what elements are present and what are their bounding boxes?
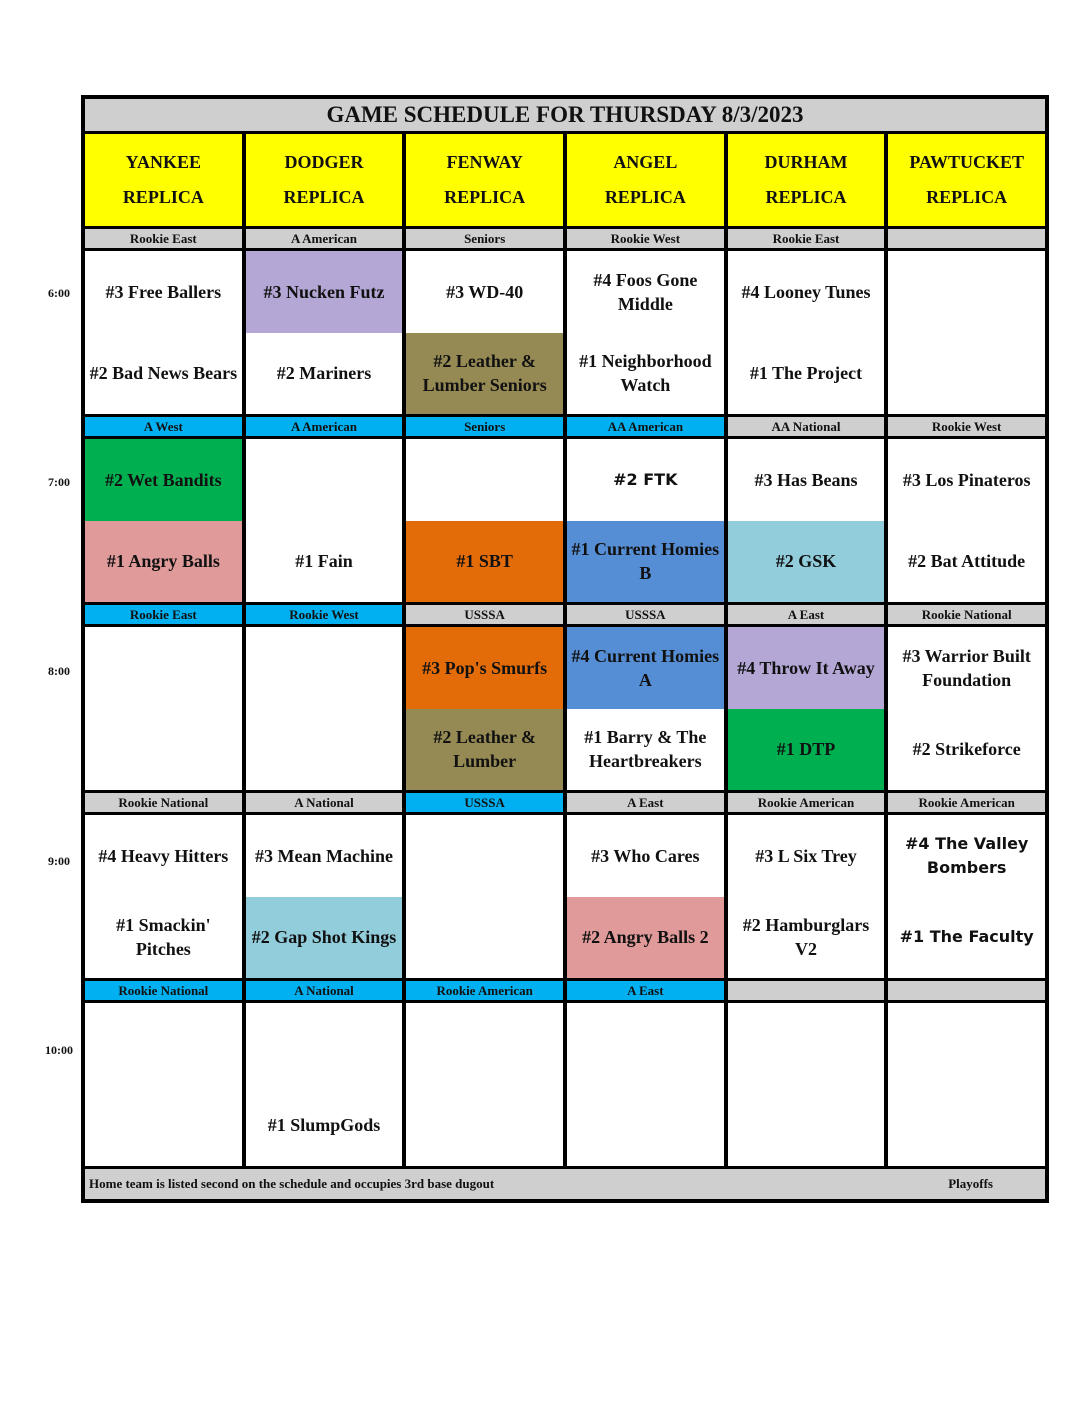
division-label: Rookie American — [728, 790, 885, 815]
away-team: #3 Mean Machine — [246, 815, 403, 897]
home-team — [728, 1085, 885, 1167]
division-label — [888, 226, 1045, 251]
home-team — [85, 709, 242, 791]
home-team: #2 Strikeforce — [888, 709, 1045, 791]
game-cell — [728, 1003, 885, 1166]
home-team: #1 SlumpGods — [246, 1085, 403, 1167]
field-header-angel — [567, 134, 724, 226]
time-label: 6:00 — [48, 286, 70, 300]
away-team — [728, 1003, 885, 1085]
division-label: Rookie National — [85, 790, 242, 815]
division-label — [728, 978, 885, 1003]
field-subtitle: REPLICA — [444, 187, 526, 207]
home-team: #1 DTP — [728, 709, 885, 791]
division-label: Seniors — [406, 414, 563, 439]
away-team — [567, 1003, 724, 1085]
away-team — [406, 815, 563, 897]
division-label: Rookie American — [406, 978, 563, 1003]
division-label: Rookie American — [888, 790, 1045, 815]
time-label: 8:00 — [48, 664, 70, 678]
home-team — [888, 333, 1045, 415]
home-team: #2 Angry Balls 2 — [567, 897, 724, 979]
field-subtitle: REPLICA — [604, 187, 686, 207]
division-label: Rookie East — [85, 602, 242, 627]
field-name: PAWTUCKET — [909, 152, 1024, 172]
game-cell — [246, 251, 403, 414]
division-row — [85, 790, 1045, 815]
away-team: #3 Free Ballers — [85, 251, 242, 333]
game-cell — [406, 627, 563, 790]
home-team — [888, 1085, 1045, 1167]
game-cell — [888, 1003, 1045, 1166]
game-cell — [888, 627, 1045, 790]
division-label: A East — [567, 790, 724, 815]
away-team — [246, 627, 403, 709]
game-cell — [406, 439, 563, 602]
division-row — [85, 978, 1045, 1003]
field-subtitle: REPLICA — [765, 187, 847, 207]
field-header-pawtucket — [888, 134, 1045, 226]
division-label: Rookie West — [246, 602, 403, 627]
away-team — [85, 627, 242, 709]
game-row — [85, 251, 1045, 414]
home-team: #2 Leather & Lumber Seniors — [406, 333, 563, 415]
game-cell — [246, 627, 403, 790]
game-row — [85, 1003, 1045, 1166]
home-team — [85, 1085, 242, 1167]
away-team — [246, 1003, 403, 1085]
division-label: A American — [246, 414, 403, 439]
game-row — [85, 815, 1045, 978]
away-team: #3 Los Pinateros — [888, 439, 1045, 521]
away-team: #3 Has Beans — [728, 439, 885, 521]
division-label: USSSA — [567, 602, 724, 627]
home-team: #1 Barry & The Heartbreakers — [567, 709, 724, 791]
schedule-title: GAME SCHEDULE FOR THURSDAY 8/3/2023 — [85, 99, 1045, 134]
game-cell — [246, 1003, 403, 1166]
game-cell — [728, 627, 885, 790]
game-cell — [567, 627, 724, 790]
home-team: #2 Hamburglars V2 — [728, 897, 885, 979]
game-cell — [567, 815, 724, 978]
field-subtitle: REPLICA — [926, 187, 1008, 207]
away-team: #2 Wet Bandits — [85, 439, 242, 521]
division-label: AA American — [567, 414, 724, 439]
field-header-yankee — [85, 134, 242, 226]
home-team: #2 GSK — [728, 521, 885, 603]
division-label: A American — [246, 226, 403, 251]
field-name: DODGER — [284, 152, 364, 172]
away-team: #3 Who Cares — [567, 815, 724, 897]
game-cell — [567, 1003, 724, 1166]
footer-bar — [85, 1166, 1045, 1199]
field-name: FENWAY — [446, 152, 523, 172]
game-cell — [246, 439, 403, 602]
field-subtitle: REPLICA — [122, 187, 204, 207]
game-cell — [888, 439, 1045, 602]
home-team: #1 Current Homies B — [567, 521, 724, 603]
field-subtitle: REPLICA — [283, 187, 365, 207]
home-team — [406, 897, 563, 979]
field-name: YANKEE — [125, 152, 201, 172]
schedule-table — [81, 95, 1049, 1203]
away-team: #2 FTK — [567, 439, 724, 521]
field-name: ANGEL — [613, 152, 678, 172]
home-team: #2 Bat Attitude — [888, 521, 1045, 603]
home-team: #1 The Faculty — [888, 897, 1045, 979]
home-team: #1 SBT — [406, 521, 563, 603]
division-label: A East — [728, 602, 885, 627]
division-row — [85, 226, 1045, 251]
home-team: #2 Gap Shot Kings — [246, 897, 403, 979]
field-name: DURHAM — [764, 152, 848, 172]
division-label: Rookie West — [567, 226, 724, 251]
game-cell — [888, 815, 1045, 978]
game-cell — [406, 1003, 563, 1166]
game-cell — [567, 251, 724, 414]
division-label: Rookie East — [85, 226, 242, 251]
game-cell — [85, 1003, 242, 1166]
home-team: #1 The Project — [728, 333, 885, 415]
game-cell — [85, 251, 242, 414]
game-cell — [406, 815, 563, 978]
away-team — [85, 1003, 242, 1085]
division-label: Rookie East — [728, 226, 885, 251]
away-team: #3 Warrior Built Foundation — [888, 627, 1045, 709]
away-team: #4 Foos Gone Middle — [567, 251, 724, 333]
away-team — [888, 1003, 1045, 1085]
game-cell — [85, 439, 242, 602]
game-cell — [246, 815, 403, 978]
away-team: #4 The Valley Bombers — [888, 815, 1045, 897]
away-team: #3 L Six Trey — [728, 815, 885, 897]
home-team: #2 Mariners — [246, 333, 403, 415]
division-label: USSSA — [406, 790, 563, 815]
home-team: #1 Neighborhood Watch — [567, 333, 724, 415]
time-label: 9:00 — [48, 854, 70, 868]
game-cell — [728, 439, 885, 602]
division-label — [888, 978, 1045, 1003]
away-team — [406, 439, 563, 521]
game-row — [85, 439, 1045, 602]
away-team: #4 Heavy Hitters — [85, 815, 242, 897]
home-team: #2 Leather & Lumber — [406, 709, 563, 791]
division-label: A East — [567, 978, 724, 1003]
time-label: 10:00 — [45, 1043, 73, 1057]
division-row — [85, 602, 1045, 627]
game-row — [85, 627, 1045, 790]
field-header-fenway — [406, 134, 563, 226]
home-team — [406, 1085, 563, 1167]
game-cell — [567, 439, 724, 602]
away-team: #3 Pop's Smurfs — [406, 627, 563, 709]
playoffs-label: Playoffs — [948, 1176, 993, 1191]
home-team: #1 Smackin' Pitches — [85, 897, 242, 979]
field-header-dodger — [246, 134, 403, 226]
division-label: AA National — [728, 414, 885, 439]
away-team: #4 Current Homies A — [567, 627, 724, 709]
game-cell — [728, 251, 885, 414]
away-team — [406, 1003, 563, 1085]
game-cell — [406, 251, 563, 414]
away-team: #4 Looney Tunes — [728, 251, 885, 333]
division-row — [85, 414, 1045, 439]
home-team: #2 Bad News Bears — [85, 333, 242, 415]
field-header-row — [85, 134, 1045, 226]
home-team: #1 Fain — [246, 521, 403, 603]
home-team-note: Home team is listed second on the schedule and occupies 3rd base dugout — [89, 1176, 495, 1191]
game-cell — [728, 815, 885, 978]
away-team — [888, 251, 1045, 333]
division-label: A National — [246, 790, 403, 815]
division-label: Rookie West — [888, 414, 1045, 439]
time-slots — [85, 226, 1045, 1166]
division-label: A West — [85, 414, 242, 439]
home-team: #1 Angry Balls — [85, 521, 242, 603]
game-cell — [85, 627, 242, 790]
game-cell — [85, 815, 242, 978]
away-team: #3 WD-40 — [406, 251, 563, 333]
division-label: Rookie National — [888, 602, 1045, 627]
home-team — [567, 1085, 724, 1167]
away-team: #3 Nucken Futz — [246, 251, 403, 333]
division-label: A National — [246, 978, 403, 1003]
away-team: #4 Throw It Away — [728, 627, 885, 709]
home-team — [246, 709, 403, 791]
division-label: Rookie National — [85, 978, 242, 1003]
time-label: 7:00 — [48, 475, 70, 489]
game-cell — [888, 251, 1045, 414]
division-label: Seniors — [406, 226, 563, 251]
division-label: USSSA — [406, 602, 563, 627]
away-team — [246, 439, 403, 521]
field-header-durham — [728, 134, 885, 226]
